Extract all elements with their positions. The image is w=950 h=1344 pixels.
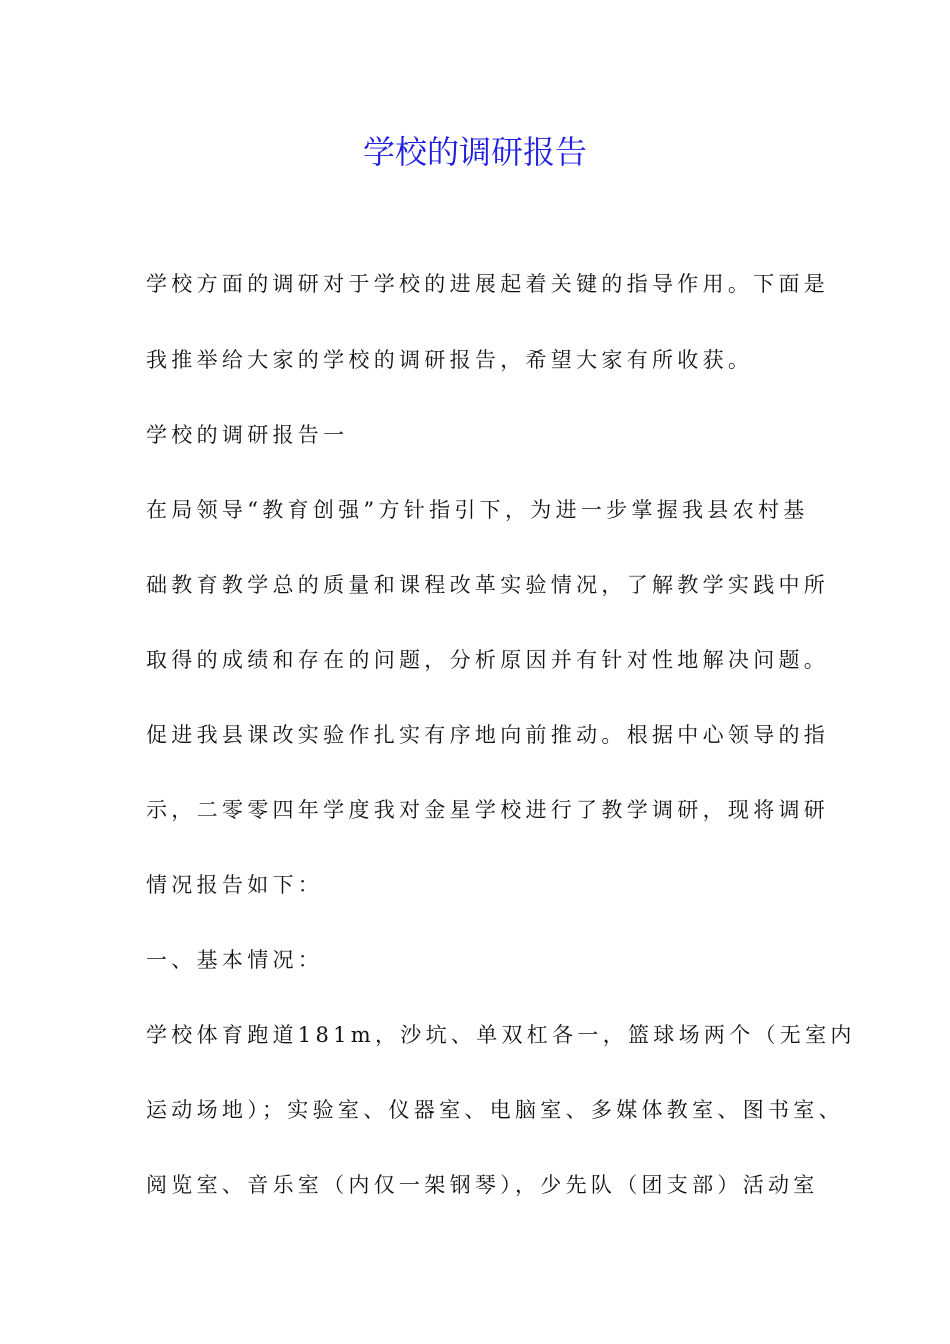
paragraph-line-11: 学校体育跑道181m，沙坑、单双杠各一，篮球场两个（无室内	[146, 1023, 856, 1047]
paragraph-line-5: 础教育教学总的质量和课程改革实验情况，了解教学实践中所	[146, 573, 830, 597]
section-heading-report-one: 学校的调研报告一	[146, 423, 349, 447]
paragraph-line-8: 示，二零零四年学度我对金星学校进行了教学调研，现将调研	[146, 798, 830, 822]
paragraph-line-7: 促进我县课改实验作扎实有序地向前推动。根据中心领导的指	[146, 723, 830, 747]
document-title: 学校的调研报告	[362, 133, 587, 171]
paragraph-line-2: 我推举给大家的学校的调研报告，希望大家有所收获。	[146, 348, 754, 372]
paragraph-line-4: 在局领导“教育创强”方针指引下，为进一步掌握我县农村基	[146, 498, 809, 522]
paragraph-line-1: 学校方面的调研对于学校的进展起着关键的指导作用。下面是	[146, 272, 830, 296]
paragraph-line-9: 情况报告如下：	[146, 873, 324, 897]
paragraph-line-12: 运动场地）；实验室、仪器室、电脑室、多媒体教室、图书室、	[146, 1098, 844, 1122]
paragraph-line-13: 阅览室、音乐室（内仅一架钢琴），少先队（团支部）活动室	[146, 1173, 819, 1197]
section-heading-basic-situation: 一、基本情况：	[146, 948, 324, 972]
paragraph-line-6: 取得的成绩和存在的问题，分析原因并有针对性地解决问题。	[146, 648, 830, 672]
